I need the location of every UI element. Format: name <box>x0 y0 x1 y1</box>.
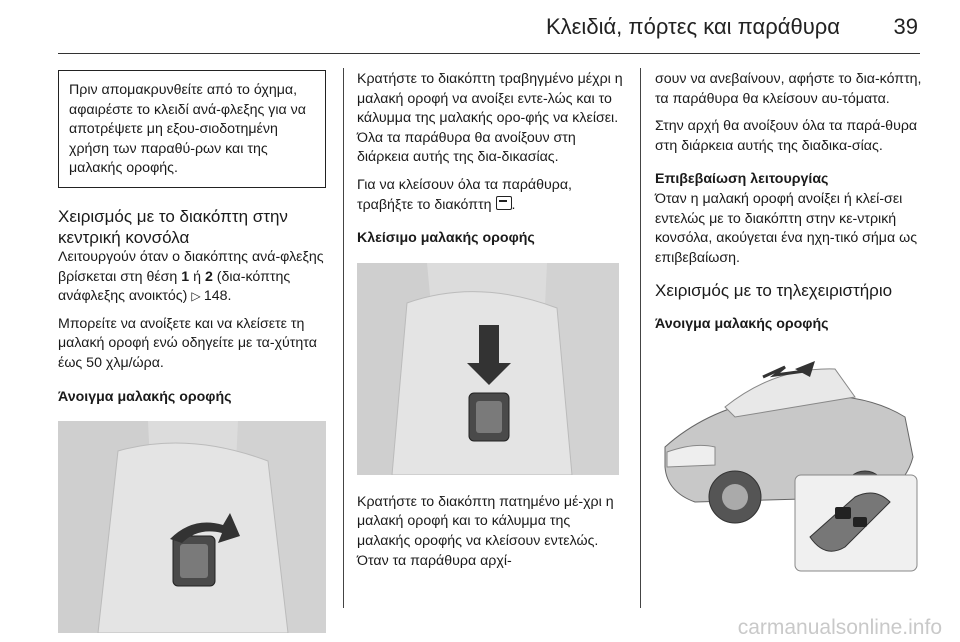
section-title-remote-control: Χειρισμός με το τηλεχειριστήριο <box>655 281 893 301</box>
illustration-convertible-remote <box>655 347 921 577</box>
paragraph-ignition <box>58 248 326 307</box>
section-title-console-switch: Χειρισμός με το διακόπτη στην κεντρική κονσόλα <box>58 206 288 247</box>
subheading-open-roof: Άνοιγμα μαλακής οροφής <box>58 388 232 405</box>
text-run: ή <box>189 268 205 285</box>
text-run: Λειτουργούν όταν ο διακόπτης ανά-φλεξης βρίσκεται στη θέση <box>58 248 324 285</box>
warning-box: Πριν απομακρυνθείτε από το όχημα, αφαιρέστε το κλειδί ανά-φλεξης για να αποτρέψετε μη εξου-σιοδοτημένη χρήση των παραθύ-ρων και της μαλακής οροφής. <box>58 70 326 188</box>
page-reference[interactable]: 148. <box>203 288 232 305</box>
watermark: carmanualsonline.info <box>737 616 942 639</box>
paragraph-release-switch: σουν να ανεβαίνουν, αφήστε το δια-κόπτη, τα παράθυρα θα κλείσουν αυ-τόματα. <box>655 71 922 107</box>
position-2: 2 <box>204 268 213 285</box>
column-divider-2 <box>640 68 641 608</box>
column-1 <box>58 70 326 633</box>
paragraph-hold-pulled: Κρατήστε το διακόπτη τραβηγμένο μέχρι η μαλακή οροφή να ανοίξει εντε-λώς και το κάλυμμα της μαλακής ορο-φής να κλείσει. Όλα τα παράθυρα θα ανοίξουν στη διάρκεια αυτής της δια-δικασίας. <box>357 71 623 166</box>
column-3 <box>655 70 923 577</box>
column-divider-1 <box>343 68 344 608</box>
page-number: 39 <box>893 14 918 39</box>
subheading-open-roof-remote: Άνοιγμα μαλακής οροφής <box>655 316 829 333</box>
page-reference-icon: ▷ <box>191 289 204 304</box>
illustration-console-switch-push <box>357 263 619 475</box>
text-run: (δια-κόπτης ανάφλεξης ανοικτός) <box>58 268 291 305</box>
column-2 <box>357 70 625 579</box>
text-run: Για να κλείσουν όλα τα παράθυρα, τραβήξτε το διακόπτη <box>357 176 572 213</box>
header-rule <box>58 53 920 54</box>
paragraph-confirmation-signal: Όταν η μαλακή οροφή ανοίξει ή κλεί-σει εντελώς με το διακόπτη στην κε-ντρική κονσόλα, ακούγεται ένα ηχη-τικό σήμα ως επιβεβαίωση. <box>655 190 918 266</box>
paragraph-close-windows: Για να κλείσουν όλα τα παράθυρα, τραβήξτε το διακόπτη . <box>357 176 572 213</box>
illustration-console-switch-pull <box>58 421 326 633</box>
subheading-confirmation: Επιβεβαίωση λειτουργίας <box>655 171 829 188</box>
roof-switch-icon <box>496 196 512 210</box>
paragraph-windows-open: Στην αρχή θα ανοίξουν όλα τα παρά-θυρα στη διάρκεια αυτής της διαδικα-σίας. <box>655 118 918 154</box>
position-1: 1 <box>181 268 190 285</box>
page-header-title: Κλειδιά, πόρτες και παράθυρα <box>545 14 840 39</box>
paragraph-hold-pressed: Κρατήστε το διακόπτη πατημένο μέ-χρι η μαλακή οροφή και το κάλυμμα της μαλακής οροφής να κλείσουν εντελώς. Όταν τα παράθυρα αρχί- <box>357 493 614 569</box>
subheading-close-roof: Κλείσιμο μαλακής οροφής <box>357 230 535 247</box>
paragraph-speed: Μπορείτε να ανοίξετε και να κλείσετε τη μαλακή οροφή ενώ οδηγείτε με τα-χύτητα έως 50 χλμ/ώρα. <box>58 315 317 371</box>
